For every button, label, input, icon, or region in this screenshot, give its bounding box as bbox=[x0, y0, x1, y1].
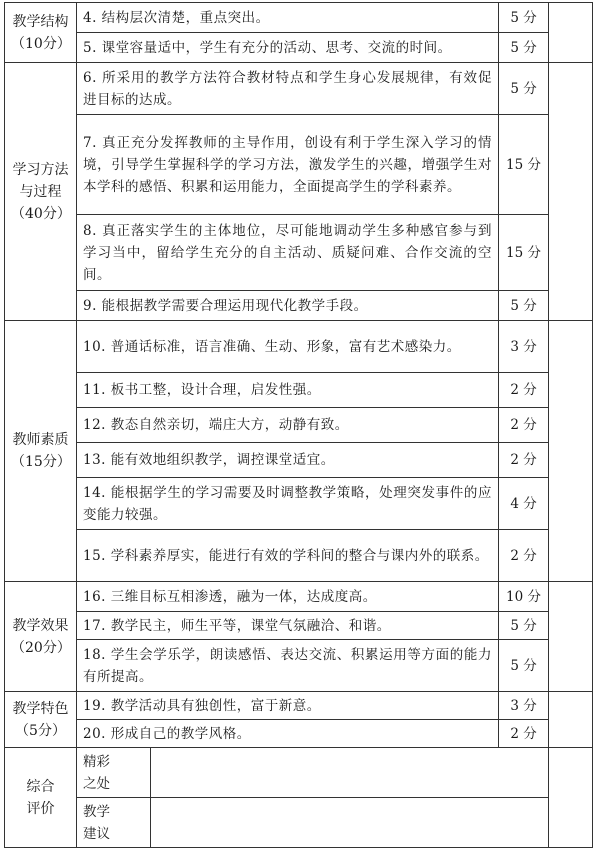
criterion-text: 14. 能根据学生的学习需要及时调整教学策略，处理突发事件的应变能力较强。 bbox=[77, 478, 499, 530]
criterion-text: 13. 能有效地组织教学，调控课堂适宜。 bbox=[77, 443, 499, 478]
table-row bbox=[5, 798, 593, 848]
criterion-text: 9. 能根据教学需要合理运用现代化教学手段。 bbox=[77, 291, 499, 321]
criterion-text: 12. 教态自然亲切，端庄大方，动静有致。 bbox=[77, 408, 499, 443]
category-cell bbox=[5, 321, 77, 582]
criterion-score: 15 分 bbox=[499, 215, 549, 291]
table-row bbox=[5, 63, 593, 115]
criterion-text: 16. 三维目标互相渗透，融为一体，达成度高。 bbox=[77, 582, 499, 612]
table-row bbox=[5, 443, 593, 478]
criterion-score: 2 分 bbox=[499, 530, 549, 582]
criterion-text: 4. 结构层次清楚，重点突出。 bbox=[77, 3, 499, 33]
category-name: 教学特色 bbox=[12, 700, 69, 717]
criterion-score: 2 分 bbox=[499, 373, 549, 408]
category-name: 教学效果 bbox=[12, 617, 69, 634]
criterion-text: 18. 学生会学乐学，朗读感悟、表达交流、积累运用等方面的能力有所提高。 bbox=[77, 640, 499, 692]
criterion-text: 20. 形成自己的教学风格。 bbox=[77, 720, 499, 748]
table-row bbox=[5, 373, 593, 408]
table-row bbox=[5, 115, 593, 215]
criterion-text: 8. 真正落实学生的主体地位，尽可能地调动学生多种感官参与到学习当中，留给学生充分的自主活动、质疑问难、合作交流的空间。 bbox=[77, 215, 499, 291]
table-row bbox=[5, 321, 593, 373]
category-points: （20分） bbox=[11, 639, 71, 656]
table-row bbox=[5, 215, 593, 291]
category-cell bbox=[5, 692, 77, 748]
criterion-text: 5. 课堂容量适中，学生有充分的活动、思考、交流的时间。 bbox=[77, 33, 499, 63]
suggestions-entry-cell[interactable] bbox=[151, 798, 549, 848]
criterion-text: 6. 所采用的教学方法符合教材特点和学生身心发展规律，有效促进目标的达成。 bbox=[77, 63, 499, 115]
category-points: （5分） bbox=[15, 722, 66, 739]
category-name-line: 与过程 bbox=[19, 183, 62, 200]
criterion-text: 11. 板书工整，设计合理，启发性强。 bbox=[77, 373, 499, 408]
table-row bbox=[5, 291, 593, 321]
summary-label-cell bbox=[5, 748, 77, 848]
suggestions-label-cell bbox=[77, 798, 151, 848]
category-points: （10分） bbox=[11, 35, 71, 52]
score-entry-cell[interactable] bbox=[549, 692, 593, 748]
criterion-score: 2 分 bbox=[499, 443, 549, 478]
teaching-evaluation-table bbox=[4, 2, 593, 848]
criterion-text: 15. 学科素养厚实，能进行有效的学科间的整合与课内外的联系。 bbox=[77, 530, 499, 582]
criterion-score: 5 分 bbox=[499, 291, 549, 321]
summary-label-line: 评价 bbox=[26, 800, 55, 817]
score-entry-cell[interactable] bbox=[549, 63, 593, 321]
criterion-score: 3 分 bbox=[499, 321, 549, 373]
category-points: （15分） bbox=[11, 454, 71, 470]
category-name: 教师素质 bbox=[12, 432, 69, 448]
criterion-text: 7. 真正充分发挥教师的主导作用，创设有利于学生深入学习的情境，引导学生掌握科学的学习方法，激发学生的兴趣，增强学生对本学科的感悟、积累和运用能力，全面提高学生的学科素养。 bbox=[77, 115, 499, 215]
highlights-label-line: 之处 bbox=[83, 775, 110, 792]
category-name: 教学结构 bbox=[12, 13, 69, 30]
category-cell bbox=[5, 63, 77, 321]
criterion-score: 5 分 bbox=[499, 640, 549, 692]
highlights-label-cell bbox=[77, 748, 151, 798]
highlights-label-line: 精彩 bbox=[83, 753, 110, 770]
criterion-score: 5 分 bbox=[499, 3, 549, 33]
table-row bbox=[5, 408, 593, 443]
table-row bbox=[5, 692, 593, 720]
criterion-score: 5 分 bbox=[499, 63, 549, 115]
table-row bbox=[5, 530, 593, 582]
table-row bbox=[5, 3, 593, 33]
criterion-score: 4 分 bbox=[499, 478, 549, 530]
highlights-entry-cell[interactable] bbox=[151, 748, 549, 798]
table-row bbox=[5, 582, 593, 612]
category-cell bbox=[5, 582, 77, 692]
criterion-score: 3 分 bbox=[499, 692, 549, 720]
criterion-text: 19. 教学活动具有独创性，富于新意。 bbox=[77, 692, 499, 720]
table-row bbox=[5, 478, 593, 530]
criterion-score: 5 分 bbox=[499, 612, 549, 640]
table-row bbox=[5, 748, 593, 798]
table-row bbox=[5, 720, 593, 748]
summary-blank-cell bbox=[549, 748, 593, 848]
score-entry-cell[interactable] bbox=[549, 3, 593, 63]
criterion-score: 2 分 bbox=[499, 720, 549, 748]
table-row bbox=[5, 33, 593, 63]
suggestions-label-line: 建议 bbox=[83, 825, 110, 842]
suggestions-label-line: 教学 bbox=[83, 803, 110, 820]
criterion-text: 10. 普通话标准，语言准确、生动、形象，富有艺术感染力。 bbox=[77, 321, 499, 373]
category-cell bbox=[5, 3, 77, 63]
category-name-line: 学习方法 bbox=[12, 161, 69, 178]
category-points: （40分） bbox=[11, 205, 71, 222]
table-row bbox=[5, 612, 593, 640]
criterion-score: 2 分 bbox=[499, 408, 549, 443]
summary-label-line: 综合 bbox=[26, 778, 55, 795]
score-entry-cell[interactable] bbox=[549, 582, 593, 692]
criterion-text: 17. 教学民主，师生平等，课堂气氛融洽、和谐。 bbox=[77, 612, 499, 640]
criterion-score: 5 分 bbox=[499, 33, 549, 63]
criterion-score: 15 分 bbox=[499, 115, 549, 215]
criterion-score: 10 分 bbox=[499, 582, 549, 612]
table-row bbox=[5, 640, 593, 692]
score-entry-cell[interactable] bbox=[549, 321, 593, 582]
